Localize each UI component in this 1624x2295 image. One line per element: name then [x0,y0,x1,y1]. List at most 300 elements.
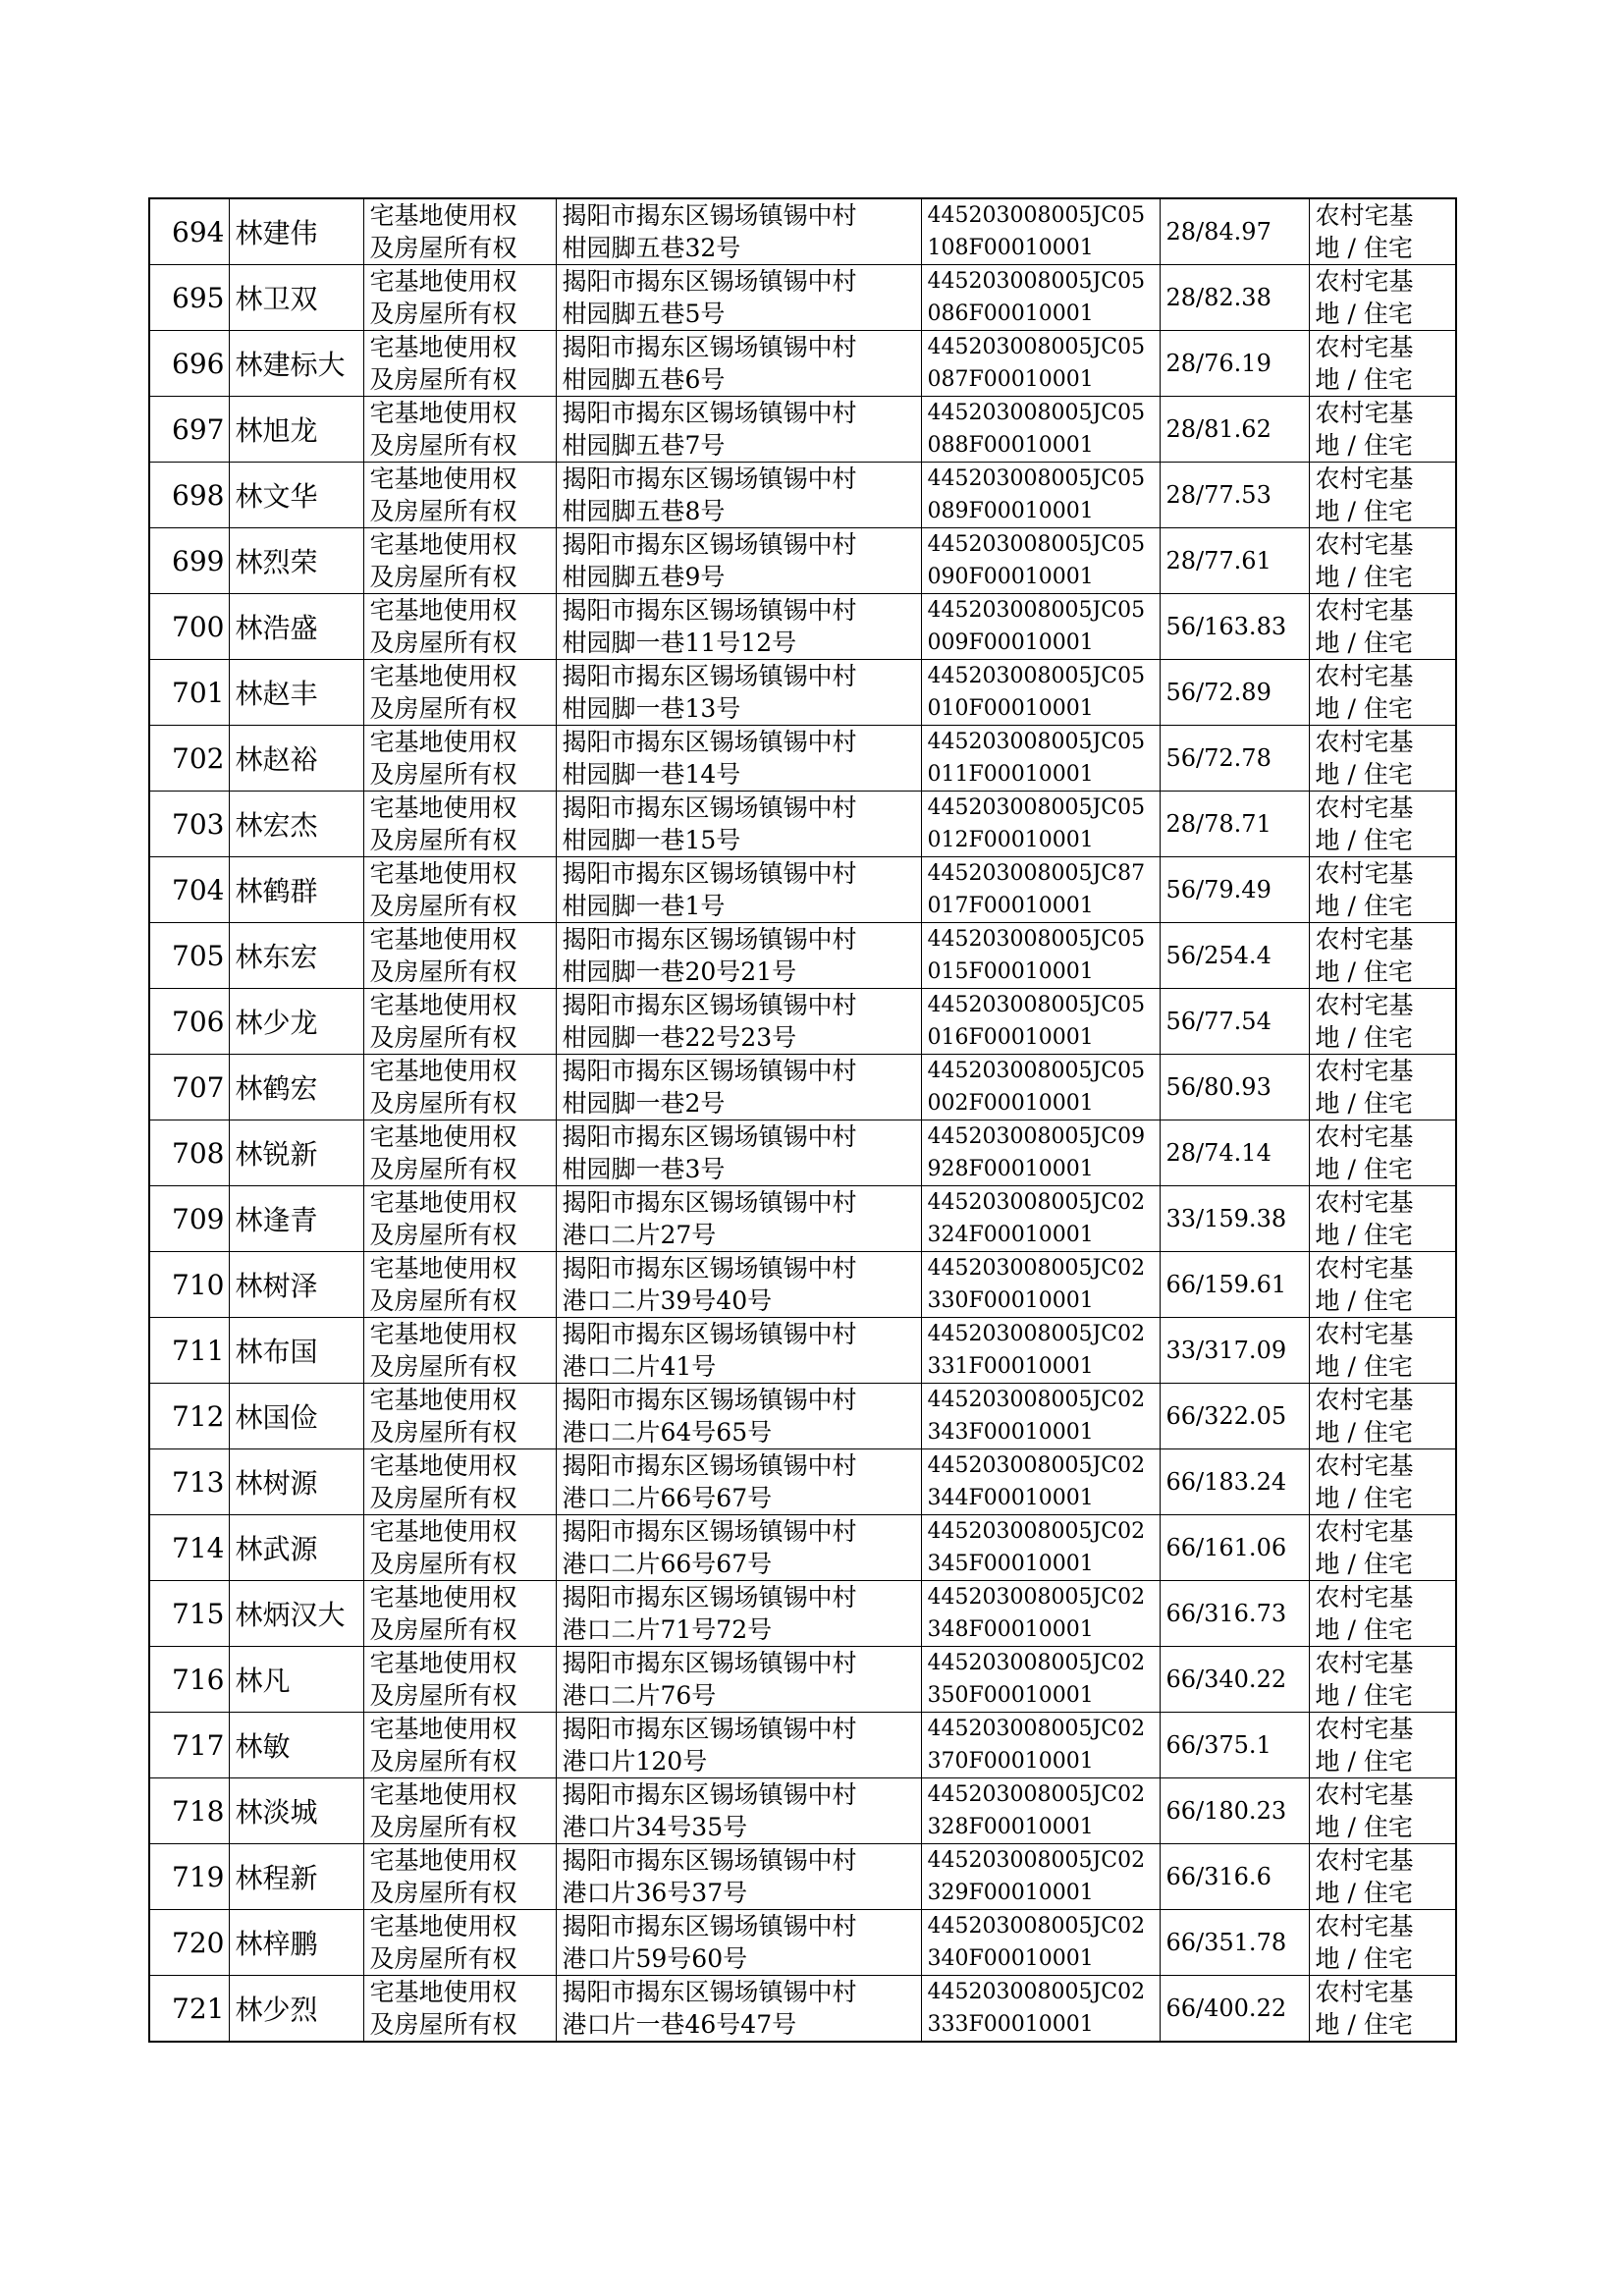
right-type [363,1647,556,1713]
land-use [1309,726,1456,792]
land-use-line2: 地 / 住宅 [1315,1944,1413,1973]
address-line1: 揭阳市揭东区锡场镇锡中村 [562,201,857,230]
land-use-line1: 农村宅基 [1315,859,1414,888]
unit-code-line2: 345F00010001 [927,1552,1094,1576]
land-use [1309,1252,1456,1318]
right-type-line1: 宅基地使用权 [369,464,517,493]
land-use [1309,1515,1456,1581]
land-use-line2: 地 / 住宅 [1315,1418,1413,1447]
address-line2: 柑园脚一巷20号21号 [562,957,797,986]
address-line2: 港口二片27号 [562,1221,717,1249]
unit-code-line2: 087F00010001 [927,367,1094,392]
land-use [1309,594,1456,660]
property-address [556,726,921,792]
land-use-line1: 农村宅基 [1315,1583,1414,1612]
land-building-area: 56/72.78 [1160,726,1309,792]
unit-code [921,726,1160,792]
unit-code-line1: 445203008005JC02 [927,1717,1146,1741]
land-use [1309,1778,1456,1844]
owner-name: 林建标大 [229,331,363,397]
address-line1: 揭阳市揭东区锡场镇锡中村 [562,925,857,954]
right-type-line1: 宅基地使用权 [369,1320,517,1348]
right-type [363,1318,556,1384]
row-number: 720 [149,1910,229,1976]
right-type-line1: 宅基地使用权 [369,859,517,888]
right-type [363,1778,556,1844]
table-row [149,1318,1456,1384]
land-building-area: 66/340.22 [1160,1647,1309,1713]
unit-code-line1: 445203008005JC05 [927,795,1146,820]
address-line1: 揭阳市揭东区锡场镇锡中村 [562,399,857,427]
land-use-line1: 农村宅基 [1315,596,1414,625]
unit-code-line1: 445203008005JC02 [927,1256,1146,1281]
unit-code-line1: 445203008005JC05 [927,993,1146,1017]
unit-code-line2: 108F00010001 [927,236,1094,260]
table-body [149,198,1456,2042]
table-row [149,1647,1456,1713]
table-row [149,726,1456,792]
land-use-line2: 地 / 住宅 [1315,300,1413,328]
row-number: 714 [149,1515,229,1581]
row-number: 704 [149,857,229,923]
address-line2: 柑园脚一巷22号23号 [562,1023,797,1052]
land-use [1309,1055,1456,1120]
table-row [149,1515,1456,1581]
land-use-line1: 农村宅基 [1315,1320,1414,1348]
land-use-line2: 地 / 住宅 [1315,1155,1413,1183]
unit-code-line2: 089F00010001 [927,499,1094,523]
table-row [149,1713,1456,1778]
right-type-line1: 宅基地使用权 [369,1649,517,1677]
unit-code-line1: 445203008005JC05 [927,598,1146,623]
right-type [363,989,556,1055]
right-type-line1: 宅基地使用权 [369,1846,517,1875]
address-line2: 港口片120号 [562,1747,708,1776]
land-use-line1: 农村宅基 [1315,991,1414,1019]
table-row [149,1976,1456,2043]
unit-code [921,660,1160,726]
unit-code-line1: 445203008005JC02 [927,1651,1146,1675]
land-use-line1: 农村宅基 [1315,1846,1414,1875]
property-address [556,1713,921,1778]
address-line2: 港口二片39号40号 [562,1286,773,1315]
unit-code-line2: 015F00010001 [927,959,1094,984]
unit-code-line1: 445203008005JC05 [927,1059,1146,1083]
table-row [149,1055,1456,1120]
table-row [149,923,1456,989]
unit-code [921,1713,1160,1778]
property-address [556,1318,921,1384]
right-type-line1: 宅基地使用权 [369,1122,517,1151]
right-type-line2: 及房屋所有权 [369,1879,517,1907]
land-use [1309,792,1456,857]
land-use [1309,1449,1456,1515]
address-line2: 柑园脚五巷8号 [562,497,726,525]
address-line1: 揭阳市揭东区锡场镇锡中村 [562,1978,857,2006]
right-type-line1: 宅基地使用权 [369,1715,517,1743]
row-number: 700 [149,594,229,660]
unit-code-line2: 090F00010001 [927,565,1094,589]
table-row [149,1910,1456,1976]
address-line1: 揭阳市揭东区锡场镇锡中村 [562,1122,857,1151]
right-type-line2: 及房屋所有权 [369,1023,517,1052]
row-number: 718 [149,1778,229,1844]
table-row [149,198,1456,265]
land-building-area: 66/375.1 [1160,1713,1309,1778]
address-line2: 柑园脚一巷11号12号 [562,628,797,657]
land-building-area: 66/183.24 [1160,1449,1309,1515]
property-address [556,594,921,660]
table-row [149,1778,1456,1844]
land-use-line1: 农村宅基 [1315,1780,1414,1809]
row-number: 719 [149,1844,229,1910]
unit-code-line1: 445203008005JC05 [927,730,1146,754]
land-use-line2: 地 / 住宅 [1315,1484,1413,1512]
right-type-line2: 及房屋所有权 [369,2010,517,2039]
land-use-line1: 农村宅基 [1315,925,1414,954]
address-line2: 港口二片66号67号 [562,1484,773,1512]
address-line1: 揭阳市揭东区锡场镇锡中村 [562,1451,857,1480]
right-type [363,726,556,792]
owner-name: 林逢青 [229,1186,363,1252]
land-use [1309,1976,1456,2043]
address-line2: 柑园脚一巷2号 [562,1089,726,1118]
land-building-area: 56/79.49 [1160,857,1309,923]
land-building-area: 28/77.53 [1160,463,1309,528]
unit-code [921,265,1160,331]
owner-name: 林树源 [229,1449,363,1515]
address-line2: 柑园脚一巷1号 [562,892,726,920]
land-use [1309,1844,1456,1910]
unit-code [921,1384,1160,1449]
owner-name: 林旭龙 [229,397,363,463]
row-number: 707 [149,1055,229,1120]
row-number: 699 [149,528,229,594]
address-line2: 柑园脚一巷15号 [562,826,741,854]
address-line2: 柑园脚一巷3号 [562,1155,726,1183]
land-building-area: 56/77.54 [1160,989,1309,1055]
address-line1: 揭阳市揭东区锡场镇锡中村 [562,596,857,625]
unit-code-line2: 329F00010001 [927,1881,1094,1905]
owner-name: 林宏杰 [229,792,363,857]
land-use [1309,1318,1456,1384]
property-address [556,331,921,397]
land-use-line2: 地 / 住宅 [1315,1879,1413,1907]
unit-code [921,1581,1160,1647]
right-type-line2: 及房屋所有权 [369,760,517,789]
land-use-line2: 地 / 住宅 [1315,431,1413,460]
row-number: 715 [149,1581,229,1647]
address-line1: 揭阳市揭东区锡场镇锡中村 [562,1715,857,1743]
right-type-line1: 宅基地使用权 [369,1583,517,1612]
address-line2: 港口片34号35号 [562,1813,748,1841]
address-line1: 揭阳市揭东区锡场镇锡中村 [562,1912,857,1940]
land-building-area: 28/84.97 [1160,198,1309,265]
land-use [1309,1581,1456,1647]
right-type [363,528,556,594]
land-use-line1: 农村宅基 [1315,530,1414,559]
table-row [149,397,1456,463]
right-type-line2: 及房屋所有权 [369,957,517,986]
property-address [556,660,921,726]
table-row [149,792,1456,857]
owner-name: 林武源 [229,1515,363,1581]
right-type-line2: 及房屋所有权 [369,826,517,854]
right-type-line2: 及房屋所有权 [369,892,517,920]
land-building-area: 66/316.6 [1160,1844,1309,1910]
owner-name: 林程新 [229,1844,363,1910]
right-type-line1: 宅基地使用权 [369,728,517,756]
row-number: 712 [149,1384,229,1449]
land-use-line2: 地 / 住宅 [1315,826,1413,854]
unit-code [921,1910,1160,1976]
address-line1: 揭阳市揭东区锡场镇锡中村 [562,267,857,296]
right-type-line2: 及房屋所有权 [369,1944,517,1973]
unit-code-line2: 350F00010001 [927,1683,1094,1708]
owner-name: 林树泽 [229,1252,363,1318]
land-building-area: 66/161.06 [1160,1515,1309,1581]
land-use-line2: 地 / 住宅 [1315,234,1413,262]
land-use-line1: 农村宅基 [1315,1715,1414,1743]
property-address [556,397,921,463]
land-building-area: 56/254.4 [1160,923,1309,989]
property-address [556,463,921,528]
right-type-line2: 及房屋所有权 [369,1221,517,1249]
land-use-line1: 农村宅基 [1315,1122,1414,1151]
land-use [1309,1120,1456,1186]
row-number: 721 [149,1976,229,2043]
right-type-line1: 宅基地使用权 [369,1188,517,1217]
land-use-line1: 农村宅基 [1315,464,1414,493]
table-row [149,331,1456,397]
right-type-line1: 宅基地使用权 [369,201,517,230]
row-number: 698 [149,463,229,528]
land-building-area: 28/77.61 [1160,528,1309,594]
right-type [363,1120,556,1186]
address-line2: 柑园脚五巷9号 [562,563,726,591]
unit-code [921,594,1160,660]
land-building-area: 28/82.38 [1160,265,1309,331]
address-line2: 港口二片64号65号 [562,1418,773,1447]
unit-code-line2: 370F00010001 [927,1749,1094,1774]
right-type-line2: 及房屋所有权 [369,1155,517,1183]
property-address [556,1910,921,1976]
unit-code-line1: 445203008005JC87 [927,861,1146,886]
right-type-line1: 宅基地使用权 [369,793,517,822]
unit-code [921,792,1160,857]
land-building-area: 66/316.73 [1160,1581,1309,1647]
unit-code-line1: 445203008005JC02 [927,1914,1146,1939]
property-address [556,265,921,331]
owner-name: 林淡城 [229,1778,363,1844]
property-address [556,1515,921,1581]
land-use-line2: 地 / 住宅 [1315,1681,1413,1710]
address-line1: 揭阳市揭东区锡场镇锡中村 [562,793,857,822]
unit-code-line1: 445203008005JC02 [927,1453,1146,1478]
land-use-line2: 地 / 住宅 [1315,1286,1413,1315]
owner-name: 林锐新 [229,1120,363,1186]
owner-name: 林烈荣 [229,528,363,594]
land-use-line1: 农村宅基 [1315,728,1414,756]
land-building-area: 56/80.93 [1160,1055,1309,1120]
unit-code-line2: 343F00010001 [927,1420,1094,1445]
land-use-line2: 地 / 住宅 [1315,497,1413,525]
address-line2: 柑园脚五巷32号 [562,234,741,262]
property-address [556,989,921,1055]
table-row [149,463,1456,528]
right-type [363,397,556,463]
right-type-line2: 及房屋所有权 [369,1747,517,1776]
unit-code [921,1318,1160,1384]
land-use [1309,397,1456,463]
land-use-line1: 农村宅基 [1315,1978,1414,2006]
land-building-area: 56/72.89 [1160,660,1309,726]
right-type-line1: 宅基地使用权 [369,991,517,1019]
unit-code-line2: 333F00010001 [927,2012,1094,2037]
right-type-line2: 及房屋所有权 [369,1681,517,1710]
right-type-line2: 及房屋所有权 [369,1813,517,1841]
unit-code-line2: 328F00010001 [927,1815,1094,1839]
table-row [149,265,1456,331]
right-type-line1: 宅基地使用权 [369,1517,517,1546]
land-use [1309,857,1456,923]
owner-name: 林鹤群 [229,857,363,923]
right-type-line1: 宅基地使用权 [369,1386,517,1414]
land-use-line2: 地 / 住宅 [1315,1089,1413,1118]
address-line1: 揭阳市揭东区锡场镇锡中村 [562,1057,857,1085]
land-building-area: 66/400.22 [1160,1976,1309,2043]
land-building-area: 66/159.61 [1160,1252,1309,1318]
right-type [363,1384,556,1449]
right-type-line2: 及房屋所有权 [369,1615,517,1644]
owner-name: 林赵丰 [229,660,363,726]
land-use [1309,463,1456,528]
unit-code [921,1647,1160,1713]
address-line2: 柑园脚五巷7号 [562,431,726,460]
unit-code [921,989,1160,1055]
land-use-line2: 地 / 住宅 [1315,563,1413,591]
unit-code [921,1252,1160,1318]
owner-name: 林敏 [229,1713,363,1778]
right-type-line2: 及房屋所有权 [369,300,517,328]
address-line1: 揭阳市揭东区锡场镇锡中村 [562,1649,857,1677]
address-line2: 港口片36号37号 [562,1879,748,1907]
right-type-line2: 及房屋所有权 [369,694,517,723]
unit-code-line2: 324F00010001 [927,1223,1094,1247]
address-line1: 揭阳市揭东区锡场镇锡中村 [562,1188,857,1217]
address-line2: 港口二片71号72号 [562,1615,773,1644]
property-address [556,857,921,923]
land-use-line1: 农村宅基 [1315,399,1414,427]
right-type [363,857,556,923]
unit-code-line1: 445203008005JC05 [927,335,1146,359]
owner-name: 林赵裕 [229,726,363,792]
land-use-line2: 地 / 住宅 [1315,1550,1413,1578]
owner-name: 林卫双 [229,265,363,331]
address-line1: 揭阳市揭东区锡场镇锡中村 [562,1846,857,1875]
land-building-area: 66/351.78 [1160,1910,1309,1976]
unit-code-line1: 445203008005JC05 [927,532,1146,557]
owner-name: 林少龙 [229,989,363,1055]
unit-code-line1: 445203008005JC02 [927,1322,1146,1346]
table-row [149,528,1456,594]
land-use-line1: 农村宅基 [1315,1649,1414,1677]
land-building-area: 28/78.71 [1160,792,1309,857]
right-type-line2: 及房屋所有权 [369,234,517,262]
land-use-line2: 地 / 住宅 [1315,694,1413,723]
unit-code-line1: 445203008005JC02 [927,1585,1146,1610]
unit-code-line2: 011F00010001 [927,762,1094,787]
right-type [363,1976,556,2043]
row-number: 710 [149,1252,229,1318]
property-address [556,1055,921,1120]
unit-code [921,857,1160,923]
table-row [149,660,1456,726]
land-use-line1: 农村宅基 [1315,662,1414,690]
unit-code-line1: 445203008005JC05 [927,927,1146,952]
right-type-line1: 宅基地使用权 [369,1254,517,1283]
right-type-line1: 宅基地使用权 [369,596,517,625]
unit-code [921,397,1160,463]
right-type [363,331,556,397]
registration-table [148,197,1457,2043]
unit-code [921,1515,1160,1581]
land-building-area: 28/74.14 [1160,1120,1309,1186]
right-type [363,660,556,726]
row-number: 703 [149,792,229,857]
right-type-line2: 及房屋所有权 [369,1484,517,1512]
land-building-area: 66/180.23 [1160,1778,1309,1844]
row-number: 694 [149,198,229,265]
right-type-line2: 及房屋所有权 [369,1418,517,1447]
address-line2: 柑园脚一巷13号 [562,694,741,723]
property-address [556,923,921,989]
land-use-line1: 农村宅基 [1315,793,1414,822]
address-line1: 揭阳市揭东区锡场镇锡中村 [562,1320,857,1348]
unit-code-line2: 009F00010001 [927,630,1094,655]
land-use-line2: 地 / 住宅 [1315,1615,1413,1644]
unit-code [921,331,1160,397]
address-line2: 港口片59号60号 [562,1944,748,1973]
land-use-line1: 农村宅基 [1315,1254,1414,1283]
unit-code [921,1055,1160,1120]
property-address [556,1976,921,2043]
right-type-line1: 宅基地使用权 [369,662,517,690]
table-row [149,594,1456,660]
address-line2: 柑园脚五巷5号 [562,300,726,328]
row-number: 697 [149,397,229,463]
right-type-line2: 及房屋所有权 [369,1089,517,1118]
unit-code-line2: 086F00010001 [927,301,1094,326]
row-number: 701 [149,660,229,726]
land-use-line2: 地 / 住宅 [1315,2010,1413,2039]
address-line1: 揭阳市揭东区锡场镇锡中村 [562,1583,857,1612]
property-address [556,528,921,594]
right-type [363,1186,556,1252]
address-line2: 港口二片41号 [562,1352,717,1381]
property-address [556,1120,921,1186]
right-type-line1: 宅基地使用权 [369,333,517,361]
unit-code-line2: 928F00010001 [927,1157,1094,1181]
unit-code-line1: 445203008005JC05 [927,664,1146,688]
land-use [1309,198,1456,265]
unit-code-line1: 445203008005JC05 [927,269,1146,294]
land-use [1309,331,1456,397]
unit-code [921,923,1160,989]
unit-code [921,463,1160,528]
unit-code [921,1186,1160,1252]
land-use-line2: 地 / 住宅 [1315,1813,1413,1841]
